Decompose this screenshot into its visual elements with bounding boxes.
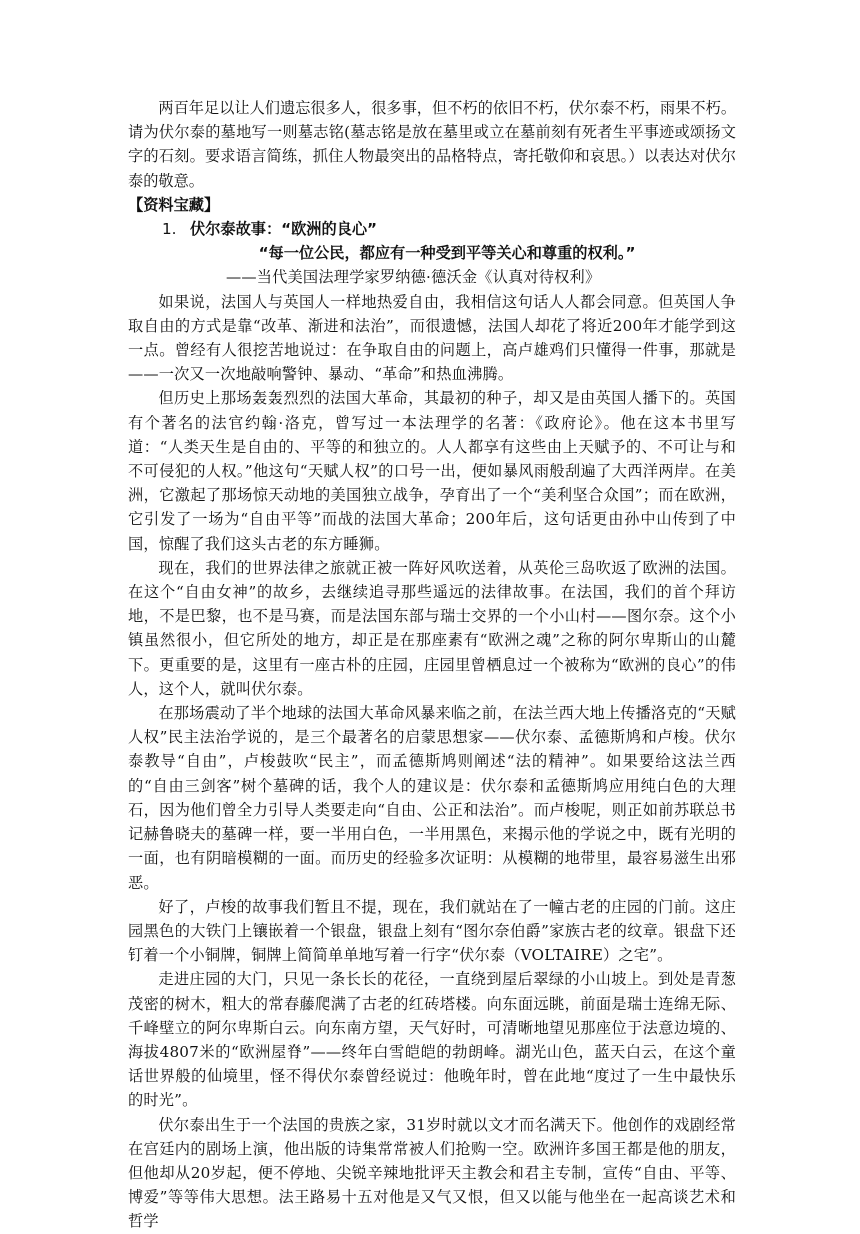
body-paragraph: 在那场震动了半个地球的法国大革命风暴来临之前，在法兰西大地上传播洛克的“天赋人权”民主法治学说的，是三个最著名的启蒙思想家——伏尔泰、孟德斯鸠和卢梭。伏尔泰教导“自由”，卢梭鼓吹“民主”，而孟德斯鸠则阐述“法的精神”。如果要给这法兰西的“自由三剑客”树个墓碑的话，我个人的建议是：伏尔泰和孟德斯鸠应用纯白色的大理石，因为他们曾全力引导人类要走向“自由、公正和法治”。而卢梭呢，则正如前苏联总书记赫鲁晓夫的墓碑一样，要一半用白色，一半用黑色，来揭示他的学说之中，既有光明的一面，也有阴暗模糊的一面。而历史的经验多次证明：从模糊的地带里，最容易滋生出邪恶。 [128,704,736,892]
item-heading [128,217,736,241]
item-number: 1. [162,220,177,239]
body-paragraph: 伏尔泰出生于一个法国的贵族之家，31岁时就以文才而名满天下。他创作的戏剧经常在宫廷内的剧场上演，他出版的诗集常常被人们抢购一空。欧洲许多国王都是他的朋友，但他却从20岁起，便不停地、尖锐辛辣地批评天主教会和君主专制，宣传“自由、平等、博爱”等等伟大思想。法王路易十五对他是又气又恨，但又以能与他坐在一起高谈艺术和哲学 [128,1115,736,1231]
body-paragraph: 现在，我们的世界法律之旅就正被一阵好风吹送着，从英伦三岛吹返了欧洲的法国。在这个“自由女神”的故乡，去继续追寻那些遥远的法律故事。在法国，我们的首个拜访地，不是巴黎，也不是马赛，而是法国东部与瑞士交界的一个小山村——图尔奈。这个小镇虽然很小，但它所处的地方，却正是在那座素有“欧洲之魂”之称的阿尔卑斯山的山麓下。更重要的是，这里有一座古朴的庄园，庄园里曾栖息过一个被称为“欧洲的良心”的伟人，这个人，就叫伏尔泰。 [128,558,736,698]
body-paragraph: 好了，卢梭的故事我们暂且不提，现在，我们就站在了一幢古老的庄园的门前。这庄园黑色的大铁门上镶嵌着一个银盘，银盘上刻有“图尔奈伯爵”家族古老的纹章。银盘下还钉着一个小铜牌，铜牌上简简单单地写着一行字“伏尔泰（VOLTAIRE）之宅”。 [128,897,736,965]
body-paragraph: 如果说，法国人与英国人一样地热爱自由，我相信这句话人人都会同意。但英国人争取自由的方式是靠“改革、渐进和法治”，而很遗憾，法国人却花了将近200年才能学到这一点。曾经有人很挖苦地说过：在争取自由的问题上，高卢雄鸡们只懂得一件事，那就是——一次又一次地敲响警钟、暴动、“革命”和热血沸腾。 [128,292,736,384]
body-paragraph: 走进庄园的大门，只见一条长长的花径，一直绕到屋后翠绿的小山坡上。到处是青葱茂密的树木，粗大的常春藤爬满了古老的红砖塔楼。向东面远眺，前面是瑞士连绵无际、千峰壁立的阿尔卑斯白云。向东南方望，天气好时，可清晰地望见那座位于法意边境的、海拔4807米的“欧洲屋脊”——终年白雪皑皑的勃朗峰。湖光山色，蓝天白云，在这个童话世界般的仙境里，怪不得伏尔泰曾经说过：他晚年时，曾在此地“度过了一生中最快乐的时光”。 [128,970,736,1110]
body-paragraph: 但历史上那场轰轰烈烈的法国大革命，其最初的种子，却又是由英国人播下的。英国有个著名的法官约翰·洛克，曾写过一本法理学的名著：《政府论》。他在这本书里写道：“人类天生是自由的、平等的和独立的。人人都享有这些由上天赋予的、不可让与和不可侵犯的人权。”他这句“天赋人权”的口号一出，便如暴风雨般刮遍了大西洋两岸。在美洲，它激起了那场惊天动地的美国独立战争，孕育出了一个“美利坚合众国”；而在欧洲，它引发了一场为“自由平等”而战的法国大革命；200年后，这句话更由孙中山传到了中国，惊醒了我们这头古老的东方睡狮。 [128,389,736,553]
quote-source: ——当代美国法理学家罗纳德·德沃金《认真对待权利》 [226,268,601,287]
section-heading: 【资料宝藏】 [128,195,220,214]
document-page [128,96,736,1234]
item-title: 伏尔泰故事：“欧洲的良心” [190,220,378,239]
intro-paragraph: 两百年足以让人们遗忘很多人，很多事，但不朽的依旧不朽，伏尔泰不朽，雨果不朽。请为伏尔泰的墓地写一则墓志铭(墓志铭是放在墓里或立在墓前刻有死者生平事迹或颂扬文字的石刻。要求语言简练，抓住人物最突出的品格特点，寄托敬仰和哀思。）以表达对伏尔泰的敬意。 [128,99,736,190]
quote-text: “每一位公民，都应有一种受到平等关心和尊重的权利。” [258,244,636,263]
